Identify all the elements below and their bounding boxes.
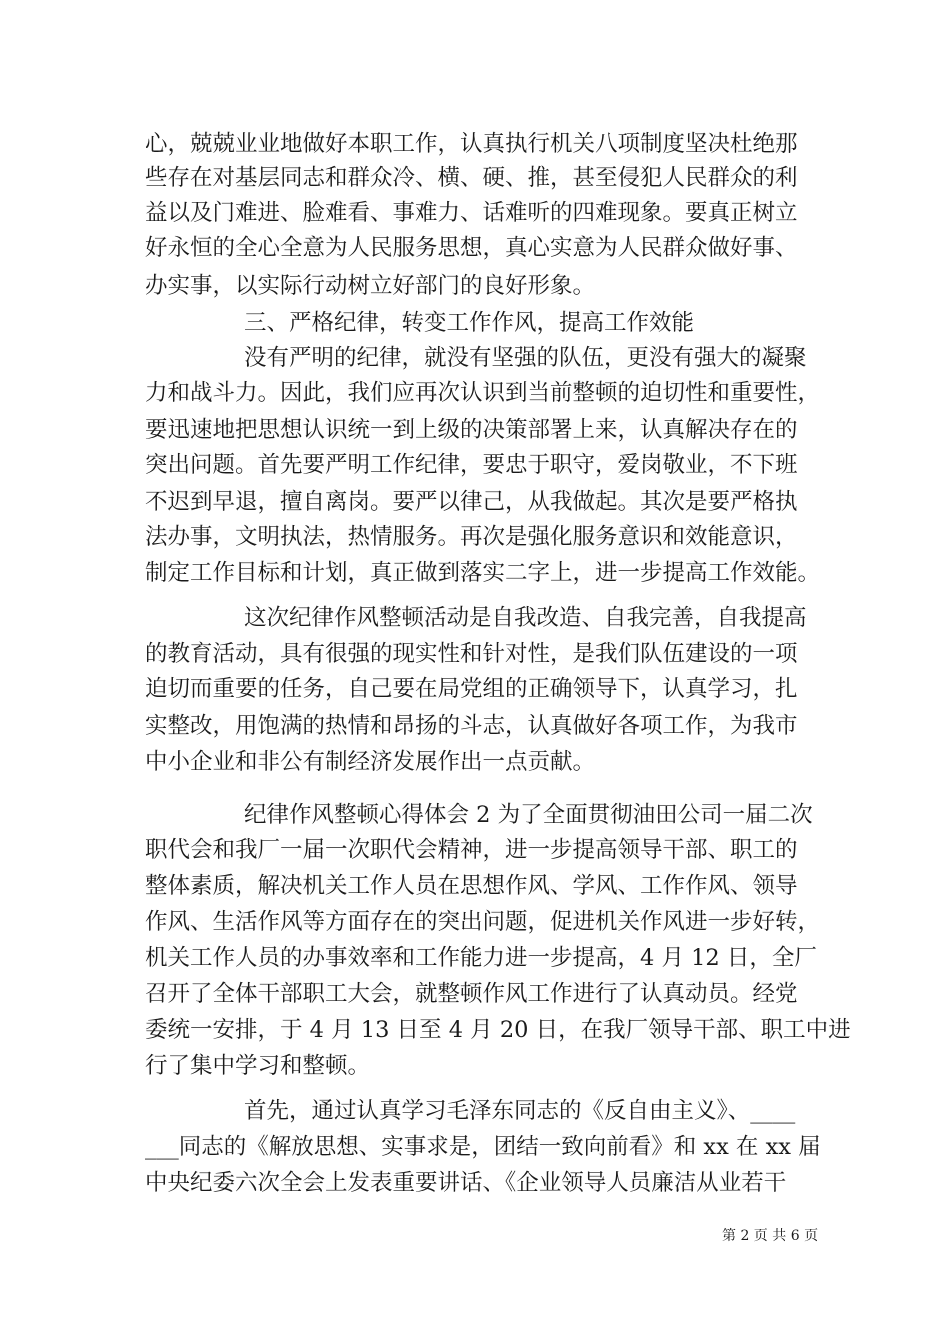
text-line (0, 598, 950, 638)
section-heading (0, 303, 950, 343)
text-line (0, 669, 950, 709)
text-line (0, 228, 950, 268)
text-line (0, 410, 950, 450)
line-text: 这次纪律作风整顿活动是自我改造、自我完善，自我提高 (244, 605, 807, 631)
text-line (0, 266, 950, 306)
line-text: 好永恒的全心全意为人民服务思想，真心实意为人民群众做好事、 (145, 235, 798, 261)
line-text: 没有严明的纪律，就没有坚强的队伍，更没有强大的凝聚 (244, 345, 807, 371)
line-text: 力和战斗力。因此，我们应再次认识到当前整顿的迫切性和重要性， (145, 380, 821, 406)
line-text: 召开了全体干部职工大会，就整顿作风工作进行了认真动员。经党 (145, 981, 798, 1007)
line-text: 要迅速地把思想认识统一到上级的决策部署上来，认真解决存在的 (145, 417, 798, 443)
line-text: 突出问题。首先要严明工作纪律，要忠于职守，爱岗敬业，不下班 (145, 452, 798, 478)
text-line (0, 1127, 950, 1167)
page-number: 第 2 页 共 6 页 (722, 1228, 819, 1244)
line-text: 些存在对基层同志和群众冷、横、硬、推，甚至侵犯人民群众的利 (145, 165, 798, 191)
text-line (0, 1091, 950, 1131)
line-text: 机关工作人员的办事效率和工作能力进一步提高，4 月 12 日，全厂 (145, 945, 817, 971)
line-text: 的教育活动，具有很强的现实性和针对性，是我们队伍建设的一项 (145, 641, 798, 667)
line-text: 制定工作目标和计划，真正做到落实二字上，进一步提高工作效能。 (145, 560, 821, 586)
text-line (0, 974, 950, 1014)
text-line (0, 1163, 950, 1203)
text-line (0, 482, 950, 522)
line-text: 不迟到早退，擅自离岗。要严以律己，从我做起。其次是要严格执 (145, 489, 798, 515)
text-line (0, 938, 950, 978)
line-text: 益以及门难进、脸难看、事难力、话难听的四难现象。要真正树立 (145, 200, 798, 226)
line-text: 实整改，用饱满的热情和昂扬的斗志，认真做好各项工作，为我市 (145, 713, 798, 739)
text-line (0, 866, 950, 906)
text-line (0, 1046, 950, 1086)
text-line (0, 742, 950, 782)
text-line (0, 158, 950, 198)
text-line (0, 902, 950, 942)
text-line (0, 373, 950, 413)
line-text: 办实事，以实际行动树立好部门的良好形象。 (145, 273, 596, 299)
text-line (0, 445, 950, 485)
text-line (0, 795, 950, 835)
heading-text: 三、严格纪律，转变工作作风，提高工作效能 (244, 310, 695, 336)
text-line (0, 338, 950, 378)
line-text: 作风、生活作风等方面存在的突出问题，促进机关作风进一步好转， (145, 909, 821, 935)
text-line (0, 553, 950, 593)
line-text: 心，兢兢业业地做好本职工作，认真执行机关八项制度坚决杜绝那 (145, 131, 798, 157)
line-text: 法办事，文明执法，热情服务。再次是强化服务意识和效能意识， (145, 524, 798, 550)
line-text: 中央纪委六次全会上发表重要讲话、《企业领导人员廉洁从业若干 (145, 1170, 787, 1196)
line-text: 行了集中学习和整顿。 (145, 1053, 371, 1079)
text-line (0, 634, 950, 674)
line-text: 整体素质，解决机关工作人员在思想作风、学风、工作作风、领导 (145, 873, 798, 899)
line-text: 迫切而重要的任务，自己要在局党组的正确领导下，认真学习，扎 (145, 676, 798, 702)
text-line (0, 706, 950, 746)
line-text: 中小企业和非公有制经济发展作出一点贡献。 (145, 749, 596, 775)
line-text: 首先，通过认真学习毛泽东同志的《反自由主义》、____ (244, 1098, 796, 1124)
line-text: 委统一安排，于 4 月 13 日至 4 月 20 日，在我厂领导干部、职工中进 (145, 1017, 851, 1043)
text-line (0, 1010, 950, 1050)
line-text: 职代会和我厂一届一次职代会精神，进一步提高领导干部、职工的 (145, 837, 798, 863)
text-line (0, 830, 950, 870)
text-line (0, 517, 950, 557)
text-line (0, 193, 950, 233)
line-text: ___同志的《解放思想、实事求是，团结一致向前看》和 xx 在 xx 届 (145, 1134, 821, 1160)
line-text: 纪律作风整顿心得体会 2 为了全面贯彻油田公司一届二次 (244, 802, 813, 828)
